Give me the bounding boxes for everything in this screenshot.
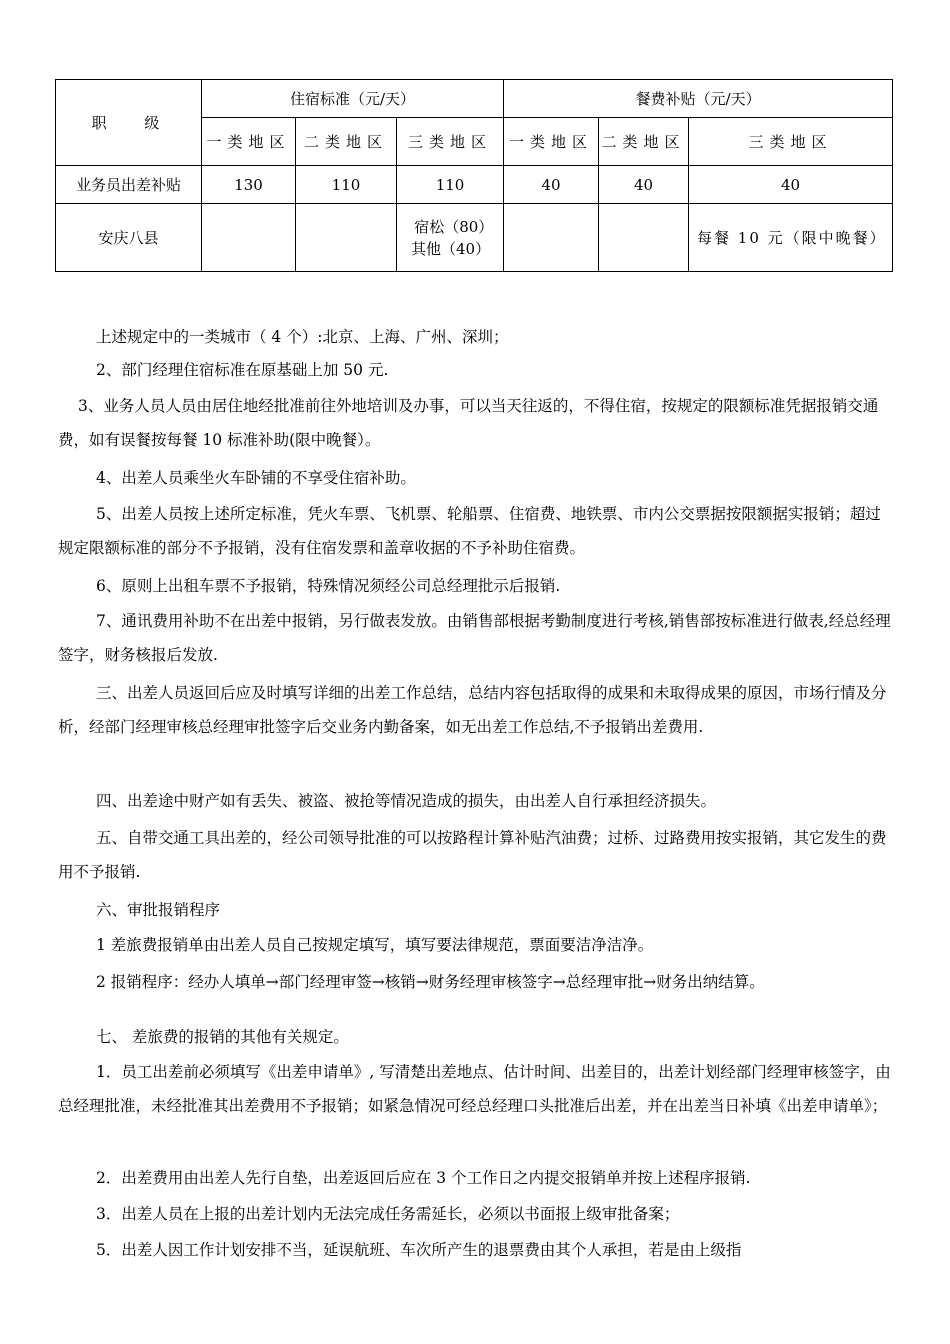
cell-value: 40 xyxy=(599,166,689,204)
cell-value: 110 xyxy=(397,166,504,204)
paragraph: 2、部门经理住宿标准在原基础上加 50 元. xyxy=(96,361,389,379)
cell-empty xyxy=(504,204,599,272)
rank-header: 职 级 xyxy=(56,80,202,166)
meal-region1: 一类地区 xyxy=(504,118,599,166)
lodging-region3: 三类地区 xyxy=(397,118,504,166)
row-label: 安庆八县 xyxy=(56,204,202,272)
cell-empty xyxy=(599,204,689,272)
table-header-row xyxy=(56,80,893,118)
section-heading: 六、审批报销程序 xyxy=(96,901,221,919)
paragraph: 三、出差人员返回后应及时填写详细的出差工作总结，总结内容包括取得的成果和未取得成果的原因，市场行情及分析，经部门经理审核总经理审批签字后交业务内勤备案，如无出差工作总结,不予报销出差费用. xyxy=(58,684,887,736)
paragraph: 五、自带交通工具出差的，经公司领导批准的可以按路程计算补贴汽油费；过桥、过路费用按实报销，其它发生的费用不予报销. xyxy=(58,829,887,881)
paragraph: 四、出差途中财产如有丢失、被盗、被抢等情况造成的损失，由出差人自行承担经济损失。 xyxy=(96,792,717,810)
cell-value: 40 xyxy=(504,166,599,204)
lodging-header: 住宿标准（元/天） xyxy=(202,80,504,118)
paragraph: 3．出差人员在上报的出差计划内无法完成任务需延长，必须以书面报上级审批备案； xyxy=(96,1205,680,1223)
meal-region2: 二类地区 xyxy=(599,118,689,166)
paragraph: 5、出差人员按上述所定标准，凭火车票、飞机票、轮船票、住宿费、地铁票、市内公交票据按限额据实报销；超过规定限额标准的部分不予报销，没有住宿发票和盖章收据的不予补助住宿费。 xyxy=(58,505,881,557)
cell-empty xyxy=(202,204,296,272)
cell-value: 40 xyxy=(689,166,893,204)
paragraph: 2．出差费用由出差人先行自垫，出差返回后应在 3 个工作日之内提交报销单并按上述程序报销. xyxy=(96,1169,751,1187)
lodging-region1: 一类地区 xyxy=(202,118,296,166)
cell-value: 每餐 10 元（限中晚餐） xyxy=(689,204,893,272)
paragraph: 4、出差人员乘坐火车卧铺的不享受住宿补助。 xyxy=(96,469,416,487)
meal-region3: 三类地区 xyxy=(689,118,893,166)
paragraph: 2 报销程序：经办人填单→部门经理审签→核销→财务经理审核签字→总经理审批→财务出纳结算。 xyxy=(96,973,765,991)
paragraph: 7、通讯费用补助不在出差中报销，另行做表发放。由销售部根据考勤制度进行考核,销售部按标准进行做表,经总经理签字，财务核报后发放. xyxy=(58,612,891,664)
meal-header: 餐费补贴（元/天） xyxy=(504,80,893,118)
cell-value: 130 xyxy=(202,166,296,204)
table-row xyxy=(56,204,893,272)
row-label: 业务员出差补贴 xyxy=(56,166,202,204)
paragraph: 3、业务人员人员由居住地经批准前往外地培训及办事，可以当天往返的，不得住宿，按规定的限额标准凭据报销交通费，如有误餐按每餐 10 标准补助(限中晚餐）。 xyxy=(58,397,879,449)
paragraph: 上述规定中的一类城市（ 4 个）:北京、上海、广州、深圳； xyxy=(96,328,509,346)
cell-value: 宿松（80）其他（40） xyxy=(397,204,504,272)
lodging-region2: 二类地区 xyxy=(296,118,397,166)
cell-value: 110 xyxy=(296,166,397,204)
allowance-table xyxy=(55,79,893,272)
table-row xyxy=(56,166,893,204)
allowance-table-wrapper xyxy=(55,79,892,272)
paragraph: 1 差旅费报销单由出差人员自己按规定填写，填写要法律规范，票面要洁净洁净。 xyxy=(96,936,654,954)
section-heading: 七、 差旅费的报销的其他有关规定。 xyxy=(96,1028,349,1046)
paragraph: 6、原则上出租车票不予报销，特殊情况须经公司总经理批示后报销. xyxy=(96,577,561,595)
paragraph: 5．出差人因工作计划安排不当，延误航班、车次所产生的退票费由其个人承担，若是由上级指 xyxy=(96,1241,742,1259)
cell-empty xyxy=(296,204,397,272)
paragraph: 1．员工出差前必须填写《出差申请单》, 写清楚出差地点、估计时间、出差目的，出差计划经部门经理审核签字，由总经理批准，未经批准其出差费用不予报销；如紧急情况可经总经理口头批准后出差，并在出差当日补填《出差申请单》； xyxy=(58,1063,891,1115)
